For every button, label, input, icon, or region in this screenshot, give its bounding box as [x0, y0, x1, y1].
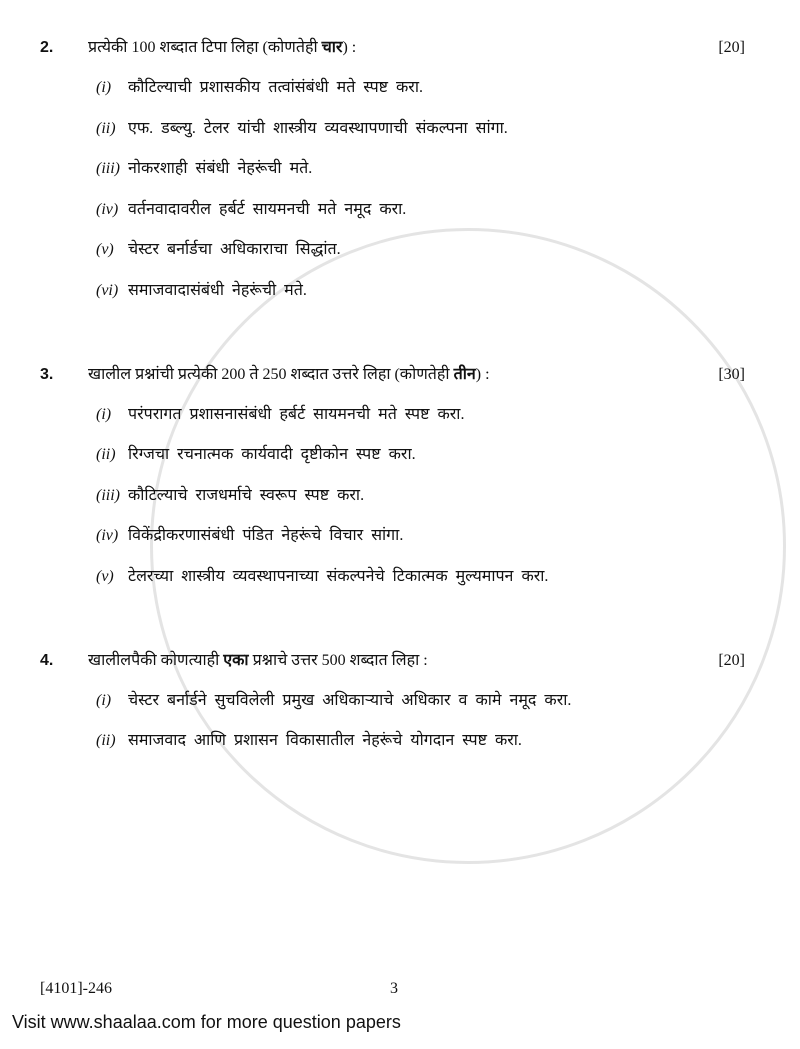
sub-question-label: (ii) [96, 119, 116, 137]
sub-question-text: वर्तनवादावरील हर्बर्ट सायमनची मते नमूद करा. [128, 200, 407, 218]
sub-question [0, 404, 800, 426]
sub-question-label: (vi) [96, 281, 119, 299]
sub-question [0, 118, 800, 140]
question-number: 4. [40, 651, 54, 669]
sub-question-text: परंपरागत प्रशासनासंबंधी हर्बर्ट सायमनची मते स्पष्ट करा. [128, 405, 465, 423]
question-marks: [30] [718, 365, 745, 383]
question-instruction [88, 364, 706, 386]
sub-question [0, 158, 800, 180]
question-paper [0, 37, 800, 771]
sub-question-text: समाजवाद आणि प्रशासन विकासातील नेहरूंचे योगदान स्पष्ट करा. [128, 732, 522, 749]
question-instruction [88, 37, 706, 59]
sub-question [0, 199, 800, 221]
question-block [0, 37, 800, 302]
instruction-text: ) : [342, 39, 357, 56]
sub-question-text: टेलरच्या शास्त्रीय व्यवस्थापनाच्या संकल्पनेचे टिकात्मक मुल्यमापन करा. [128, 567, 549, 585]
sub-question-label: (v) [96, 241, 114, 258]
sub-question-label: (iv) [96, 527, 119, 544]
visit-link[interactable]: Visit www.shaalaa.com for more question papers [12, 1012, 401, 1032]
sub-question-label: (i) [96, 691, 112, 709]
sub-question-label: (i) [96, 405, 112, 423]
page-number: 3 [390, 980, 398, 997]
sub-question-label: (i) [96, 79, 112, 96]
sub-question-text: विकेंद्रीकरणासंबंधी पंडित नेहरूंचे विचार सांगा. [128, 527, 404, 544]
sub-question [0, 485, 800, 507]
sub-question-text: समाजवादासंबंधी नेहरूंची मते. [128, 281, 307, 299]
sub-question [0, 239, 800, 261]
question-block [0, 364, 800, 588]
sub-question-text: कौटिल्याचे राजधर्माचे स्वरूप स्पष्ट करा. [128, 486, 365, 504]
sub-question-label: (iii) [96, 160, 120, 177]
instruction-text: खालीलपैकी कोणत्याही [88, 651, 224, 669]
sub-question [0, 566, 800, 588]
instruction-text: खालील प्रश्नांची प्रत्येकी 200 ते 250 शब्दात उत्तरे लिहा (कोणतेही [88, 365, 454, 383]
sub-question-text: नोकरशाही संबंधी नेहरूंची मते. [128, 160, 313, 177]
question-heading [0, 650, 800, 672]
sub-question-label: (ii) [96, 732, 116, 749]
instruction-text: ) : [475, 365, 490, 383]
question-block [0, 650, 800, 753]
question-number: 2. [40, 39, 54, 56]
question-heading [0, 37, 800, 59]
sub-question-label: (iv) [96, 200, 119, 218]
question-marks: [20] [718, 651, 745, 669]
question-instruction [88, 650, 706, 672]
sub-question-label: (ii) [96, 446, 116, 463]
sub-question-label: (iii) [96, 486, 120, 504]
sub-question-label: (v) [96, 567, 114, 585]
sub-question-text: रिग्जचा रचनात्मक कार्यवादी दृष्टीकोन स्पष्ट करा. [128, 446, 416, 463]
question-number: 3. [40, 365, 54, 383]
instruction-emphasis: एका [223, 651, 249, 669]
instruction-emphasis: चार [321, 39, 343, 56]
sub-question [0, 280, 800, 302]
instruction-text: प्रत्येकी 100 शब्दात टिपा लिहा (कोणतेही [88, 39, 322, 56]
sub-question-text: एफ. डब्ल्यु. टेलर यांची शास्त्रीय व्यवस्थापणाची संकल्पना सांगा. [128, 119, 508, 137]
paper-code: [4101]-246 [40, 980, 112, 997]
sub-question-text: चेस्टर बर्नार्डचा अधिकाराचा सिद्धांत. [128, 241, 341, 258]
sub-question-text: कौटिल्याची प्रशासकीय तत्वांसंबंधी मते स्पष्ट करा. [128, 79, 423, 96]
sub-question [0, 77, 800, 99]
sub-question [0, 444, 800, 466]
instruction-emphasis: तीन [453, 365, 476, 383]
sub-question [0, 525, 800, 547]
sub-question [0, 690, 800, 712]
sub-question-text: चेस्टर बर्नार्डने सुचविलेली प्रमुख अधिकाऱ्याचे अधिकार व कामे नमूद करा. [128, 691, 572, 709]
question-heading [0, 364, 800, 386]
question-marks: [20] [718, 39, 745, 56]
sub-question [0, 730, 800, 752]
instruction-text: प्रश्नाचे उत्तर 500 शब्दात लिहा : [248, 651, 428, 669]
